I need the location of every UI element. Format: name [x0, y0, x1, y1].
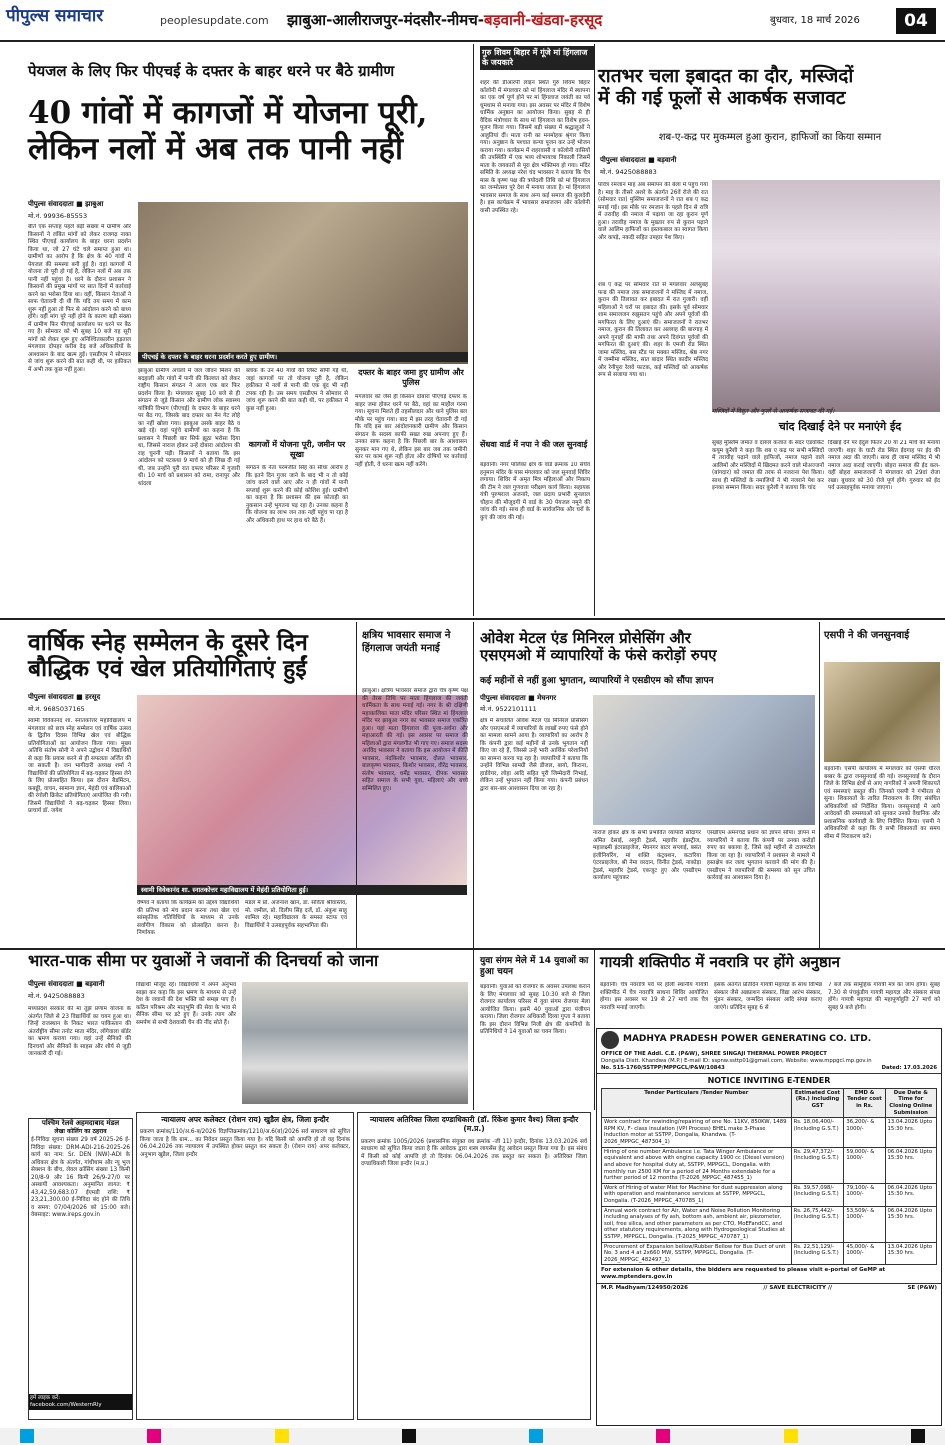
story4-photo-caption: स्वामी विवेकानंद शा. स्नातकोत्तर महाविद्यालय में मेहंदी प्रतियोगिता हुई।: [137, 885, 467, 895]
magenta-swatch: [147, 1429, 161, 1443]
story1-subhead-1: कागजों में योजना पूरी, जमीन पर सूखा: [248, 440, 346, 459]
tender-desc: Annual work contract for Air, Water and Noise Pollution Monitoring including analyses of fly ash, bottom ash, ambient air, piezometer, soil, free silica, and other parameters as per CTO, MoEFandCC, and other statutory requirements, along with Hydrogeological Studies at SSTPP, MPPGCL, Dongalia. (T-2025_MPPGC_470787_1): [602, 1206, 792, 1242]
railway-tender-subtitle: लेखा कोलिंग का ठहराव: [54, 1127, 107, 1135]
story3-mobile: मो.नं. 9425088883: [600, 168, 657, 176]
story10-body-3: 7 बजे तक सामूहिक गायत्री मंत्र का जाप होगा। सुबह 7.30 से पंचकुंडीय गायत्री महायज्ञ और संस्कार संपन्न होंगे। गायत्री महायज्ञ की महापूर्णाहुति 27 मार्च को सुबह 9 बजे होगी।: [828, 982, 940, 1011]
column-divider: [356, 622, 357, 948]
story8-headline: भारत-पाक सीमा पर युवाओं ने जवानों की दिनचर्या को जाना: [28, 951, 379, 970]
mppgcl-footer-left: M.P. Madhyam/124950/2026: [601, 1285, 688, 1292]
story3-byline: पीपुल्स संवाददाता ■ बड़वानी: [600, 156, 677, 164]
mppgcl-footer-right: SE (P&W): [907, 1285, 937, 1292]
story4-headline-line1: वार्षिक स्नेह सम्मेलन के दूसरे दिन: [28, 629, 308, 656]
story3-deck: शब-ए-कद्र पर मुकम्मल हुआ कुरान, हाफिजों का किया सम्मान: [658, 132, 882, 143]
story1-headline-line1: 40 गांवों में कागजों में योजना पूरी,: [28, 95, 428, 131]
tender-desc: Work of Hiring of water Mist for Machine for dust suppression along with operation and maintenance services at SSTPP, MPPGCL, Dongalia. (T-2026_MPPGC_470785_1): [602, 1183, 792, 1206]
tender-desc: Hiring of one number Ambulance i.e. Tata Winger Ambulance or equivalent and above with engine capacity 1900 cc (Diesel version) and above for hospital duty at, SSTPP, MPPGCL, Dongalia. with monthly run 2500 KM for a period of 24 Months extendable for a further period of 12 months (T-2026_MPPGC_487455_1): [602, 1147, 792, 1183]
tender-due: 13.04.2026 Upto 15:30 hrs.: [885, 1242, 936, 1265]
print-registration-bar: [0, 1428, 945, 1445]
story2-subhead: सेंधवा वार्ड में नपा ने की जल सुनवाई: [480, 440, 588, 449]
story4-byline: पीपुल्स संवाददाता ■ हरसूद: [28, 693, 101, 701]
court-notice-1-title: न्यायालय अपर कलेक्टर (रोशन राय) खुडैल क्षेत्र, जिला इन्दौर: [161, 1115, 329, 1124]
story1-column-3: ब्लॉक के उन 40 गांवों की लिस्ट सौंपी गई थी, जहां कागजों पर तो योजना पूरी है, लेकिन हकीकत में नलों से पानी की एक बूंद भी नहीं टपक रही है। उस समय एसडीएम ने सोमवार से जांच शुरू करने की बात कही थी, पर हकीकत में कुछ नहीं हुआ।: [246, 368, 348, 412]
story10-body-2: इसके अंतर्गत प्रतिदिन गायत्री महायज्ञ के साथ विभिन्न संस्कार जैसे अन्नप्राशन संस्कार, विद्या आरंभ संस्कार, मुंडन संस्कार, जन्मदिन संस्कार आदि संपन्न कराए जाएंगे। प्रतिदिन सुबह 6 से: [714, 982, 822, 1011]
page-number: 04: [896, 8, 936, 34]
tender-emd: 79,100/- & 1000/-: [844, 1183, 885, 1206]
tender-col-emd: EMD & Tender cost in Rs.: [844, 1088, 885, 1117]
story4-body-3: मंडल में प्रो. अजनाश खान, डॉ. सविता श्रीवास्तव, मो. जमील, प्रो. दिलीप सिंह दर्जे, डॉ. अंकुश साहू शामिल रहे। महाविद्यालय के समस्त स्टाफ एवं विद्यार्थियों ने उत्साहपूर्वक सहभागिता की।: [245, 900, 347, 929]
mppgcl-notice-title: NOTICE INVITING E-TENDER: [707, 1075, 831, 1085]
tender-due: 06.04.2026 Upto 15:30 hrs.: [885, 1147, 936, 1183]
story6-headline-line2: एसएमओ में व्यापारियों के फंसे करोड़ों रुपए: [480, 646, 717, 665]
court-notice-2-title: न्यायालय अतिरिक्त जिला दण्डाधिकारी (डॉ. रिंकेश कुमार वैश्य) जिला इन्दौर (म.प्र.): [369, 1115, 579, 1134]
mppgcl-footer-mid: // SAVE ELECTRICITY //: [763, 1285, 832, 1292]
story2-body-2: बड़वानी। नगर पालिका क्षेत्र के वार्ड क्रमांक 10 संघेव हनुमान मंदिर के पास मंगलवार को जल सुनवाई शिविर लगाया। शिविर में अमृत मित्र महिलाओं और निकाय की टीम ने जल गुणवत्ता परीक्षण कार्य किया। सहायक यंत्री पुरुषराज अजनारे, जल प्रदाय प्रभारी सुनलाल चौहान की मौजूदगी में वार्ड के 30 पेयजल नमूने की जांच की गई। साथ ही वार्ड के सार्वजनिक और घरों के कुएं की जांच की गई।: [480, 462, 590, 521]
mppgcl-address: Dongalia Distt. Khandwa (M.P.) E-mail ID: sspnw.ssttp01@gmail.com, Website: www.mppgcl.mp.gov.in: [601, 1057, 872, 1064]
column-divider: [473, 622, 474, 948]
mppgcl-org: MADHYA PRADESH POWER GENERATING CO. LTD.: [623, 1034, 872, 1045]
table-row: [602, 1183, 937, 1206]
court-notice-1: [136, 1112, 354, 1420]
table-row: [602, 1242, 937, 1265]
tender-col-due: Due Date & Time for Closing Online Submission: [885, 1088, 936, 1117]
story1-column-5: मंगलवार को जैसे ही किसान दोबारा पीएचई दफ्तर के बाहर जमा होकर धरने पर बैठे, वहां का माहौल गरमा गया। सूचना मिलते ही तहसीलदार और थाने पुलिस बल मौके पर पहुंच गया। बाद में इस तरह चेतावनी दी गई कि यदि इस बार आंदोलनकारी ग्रामीण और किसान संगठन के सदस्य काफी सख्त रुख अपनाए हुए हैं। उनका साफ कहना है कि पिछली बार के आश्वासन सुनकर मान गए थे, लेकिन इस बार जब तक जमीनी स्तर पर काम शुरू नहीं होता और दोषियों पर कार्रवाई नहीं होती, वे धरना खत्म नहीं करेंगे।: [355, 394, 467, 468]
story5-headline: क्षत्रिय भावसार समाज ने हिंगलाज जयंती मनाई: [362, 630, 451, 654]
black-swatch: [911, 1429, 925, 1443]
column-divider: [473, 44, 474, 616]
story3-body-2: शब ए कद्र पर सोमवार रात से मंगलवार अलसुबह फज्र की नमाज तक समाजजनों ने मस्जिद में नमाज, कुरान की तिलावत कर इबादत में रात गुजारी। वहीं महिलाओं ने घरों पर इबादत की। इसके पूर्व सोमवार शाम समाजजन रुझुसतन पहुंचे और अपने पूर्वजों की मगफिरत के लिए दुआएं की। समाजजनों ने रातभर नमाज, कुरान की तिलावत कर अल्लाह की बारगाह में अपने गुनाहों की माफी तथा अपने दिवंगत पूर्वजों की मगफिरत की दुआएं की। शहर के एमजी रोड स्थित जामा मस्जिद, बस स्टैंड पर मक्का मस्जिद, श्रेष्ठ नगर में जम्मीमा मस्जिद, सात बादार स्थित कादीर मस्जिद और रेनीपुरा रेलवे फाटक, कई मस्जिदों को आकर्षक रूप से सजाया गया था।: [598, 282, 708, 379]
story7-photo: [824, 662, 940, 762]
mppgcl-logo: [601, 1031, 619, 1049]
story6-byline: पीपुल्स संवाददाता ■ मेघनगर: [480, 694, 557, 702]
masthead: [0, 0, 945, 42]
story3-body-4: दिखाई देने पर ईदुल फितर 20 या 21 मार्च को मनाया जाएगी। शहर के घाटी रोड स्थित ईदगाह पर ईद की नमाज अदा की जाएगी। साथ ही जामा मस्जिद में भी नमाज अदा कराई जाएगी। बोहरा समाज की ईद कल- वहीं बोहरा समाजजनों ने मंगलवार को 29वां रोजा रखा। बुधवार को 30 रोजे पूर्ण होंगे। गुरुवार को ईद पर्व उत्साहपूर्वक मनाया जाएगा।: [828, 440, 940, 492]
region-main: झाबुआ-आलीराजपुर-मंदसौर-नीमच-: [287, 11, 485, 29]
column-divider: [594, 44, 595, 616]
story1-mobile: मो.नं. 99936-85553: [28, 212, 88, 220]
story2-kicker: गुरु शिवम बिहार में गूंजे मां हिंगलाज के जयकारे: [480, 46, 594, 70]
mppgcl-office: OFFICE OF THE Addl. C.E. (P&W), SHREE SINGAJI THERMAL POWER PROJECT: [601, 1051, 827, 1057]
story3-headline-line1: रातभर चला इबादत का दौर, मस्जिदों: [598, 65, 854, 87]
story4-mobile: मो.नं. 9685037165: [28, 705, 85, 713]
story4-body-2: वैष्णव ने बताया कि कार्यक्रम का उद्देश्य विद्यार्थियों की प्रतिभा को मंच प्रदान करना तथा खेल एवं सांस्कृतिक गतिविधियों के माध्यम से उनके सर्वांगीण विकास को प्रोत्साहित करना है। निर्णायक: [137, 900, 239, 937]
railway-tender-title: पश्चिम रेलवे अहमदाबाद मंडल: [41, 1119, 120, 1127]
tender-emd: 59,000/- & 1000/-: [844, 1147, 885, 1183]
story9-body: बड़वानी। युवाओं को रोजगार के अवसर उपलब्ध कराने के लिए मंगलवार को सुबह 10:30 बजे से जिला रोजगार कार्यालय परिसर में युवा संगम रोजगार मेला आयोजित किया। इसमें 40 युवाओं द्वारा पंजीयन कराया। जिला रोजगार अधिकारी दिव्या गुप्ता ने बताया कि इस दौरान विभिन्न निजी क्षेत्र की कंपनियों के प्रतिनिधियों ने 14 युवाओं का चयन किया।: [480, 984, 590, 1036]
story1-column-4: संगठन के नेता परमजीत सिंह का सीधा आरोप है कि इतने दिन गुजर जाने के बाद भी न तो कोई जांच करने वाले आए और न ही गांवों में पानी सप्लाई शुरू करने की कोई कोशिश हुई। ग्रामीणों का कहना है कि प्रशासन की इस कोताही का नुकसान उन्हें भुगतना पड़ रहा है। उनका कहना है कि योजना का लाभ जन तक नहीं पहुंच पा रहा है और अधिकारी हाथ पर हाथ धरे बैठे हैं।: [246, 465, 348, 524]
story8-body: मध्यप्रदेश सरकार की मां तुझे प्रणाम योजना के अंतर्गत जिले से 23 विद्यार्थियों का चयन हुआ था। जिन्हें राजस्थान के निकट भारत पाकिस्तान की अंतर्राष्ट्रीय सीमा तनोट माता मंदिर, लोंगेवाला बॉर्डर का भ्रमण कराया गया। वहां उन्हें सैनिकों की दिनचर्या और सैनिकों के साहस और शौर्य से जुड़ी जानकारी दी गई।: [28, 1006, 131, 1058]
railway-tender-body: ई-निविदा सूचना संख्या 29 वर्ष 2025-26 ई-निविदा संख्या: DRM-ADI-216-2025-26 कार्य का नाम: Sr. DEN (NW)-ADI के अधिकार क्षेत्र के अंतर्गत, गांधीधाम और न्यू भुज सेक्शन के बीच, लेवल क्रॉसिंग संख्या 13 किमी 20/8-9 और 16 किमी 26/9-27/0 पर अस्थायी आवश्यकता। अनुमानित लागत: ₹ 43,42,59,683.07 ईएमडी राशि: ₹ 23,21,300.00 ई-निविदा बंद होने की तिथि व समय: 07/04/2026 को 15:00 बजे। वेबसाइट: www.ireps.gov.in: [31, 1137, 130, 1219]
story8-body-2: विद्यार्थी मौजूद रहे। विद्यार्थियों ने अपने अनुभव साझा कर कहा कि इस भ्रमण के माध्यम से उन्हें देश के जवानों की देश भक्ति को समझ पाए हैं। कठिन परिश्रम और मातृभूमि की सेवा के भाव से सैनिक सीमा पर डटे हुए हैं। उनके त्याग और समर्पण से सभी देशवासी चैन की नींद सोते हैं।: [136, 982, 236, 1026]
column-divider: [594, 950, 595, 1110]
tender-due: 06.04.2026 Upto 15:30 hrs.: [885, 1206, 936, 1242]
tender-cost: Rs. 39,57,098/- (Including G.S.T.): [791, 1183, 844, 1206]
cyan-swatch: [529, 1429, 543, 1443]
mppgcl-tender-table: [601, 1088, 937, 1266]
tender-emd: 53,509/- & 1000/-: [844, 1206, 885, 1242]
story6-headline: [480, 630, 810, 665]
story3-subhead: चांद दिखाई देने पर मनाएंगे ईद: [778, 420, 902, 433]
tender-cost: Rs. 26,75,442/- (Including G.S.T.): [791, 1206, 844, 1242]
table-row: [602, 1147, 937, 1183]
story7-body: बड़वानी। एसपी कार्यालय में मंगलवार को एसपी धीरज बब्बर के द्वारा जनसुनवाई की गई। जनसुनवाई के दौरान जिले के विभिन्न क्षेत्रों से आए नागरिकों ने अपनी शिकायतें एवं समस्याएं प्रस्तुत कीं। जिनको एसपी ने गंभीरता से सुना। शिकायतों के त्वरित निराकरण के लिए संबंधित अधिकारियों को निर्देशित किया। जनसुनवाई में आये आवेदकों की समस्याओं को सुनकर उनको वैधानिक और प्रशासनिक कार्यवाही के लिए निर्देशित किया। एसपी ने अधिकारियों से कहा कि वे सभी शिकायतों का समय सीमा में निराकरण करें।: [824, 766, 940, 840]
railway-tender-box: [28, 1118, 133, 1420]
mppgcl-extension: For extension & other details, the bidders are requested to please visit e-portal of GeMP at www.mptenders.gov.in: [601, 1267, 886, 1281]
railway-tender-footer: हमें लाइक करें: facebook.com/WesternRly: [29, 1394, 132, 1410]
story4-headline-line2: बौद्धिक एवं खेल प्रतियोगिताएं हुईं: [28, 655, 307, 683]
story6-body-3: एसडीएम अमनचंद्रे प्रधान को ज्ञापन सौंपा। ज्ञापन में व्यापारियों ने बताया कि कंपनी पर उनका करोड़ों रुपए का बकाया है, जिसे कई महीनों से टालमटोल किया जा रहा है। व्यापारियों ने प्रशासन से मामले में हस्तक्षेप कर जल्द भुगतान करवाने की मांग की है। एसडीएम ने व्यापारियों की समस्या को सुन उचित कार्रवाई का आश्वासन दिया है।: [707, 830, 815, 882]
story6-body: क्षेत्र में संचालित ओवेश मेटल एंड मिनिरल प्रोसेसिंग और एसएमओ में व्यापारियों के लाखों रुपए फंसे होने का मामला सामने आया है। व्यापारियों का आरोप है कि कंपनी द्वारा कई महीनों से उनके भुगतान नहीं किए जा रहे हैं, जिससे उन्हें भारी आर्थिक परेशानियों का सामना करना पड़ रहा है। व्यापारियों ने बताया कि उन्होंने विभिन्न सामग्री जैसे डीजल, बायो, किराना, हार्डवेयर, लोहा आदि सहित पूरी जिम्मेदारी निभाई, लेकिन उन्हें भुगतान नहीं किया गया। कंपनी प्रबंधन द्वारा बार-बार आश्वासन दिया जा रहा है।: [480, 718, 588, 792]
tender-cost: Rs. 29,47,372/- (Including G.S.T.): [791, 1147, 844, 1183]
magenta-swatch: [656, 1429, 670, 1443]
court-notice-1-body: प्रकरण क्रमांक/110/अ.6-ब/2026 विज्ञप्तिक्रमांक/1210/अ.6(ब)/2026 सर्व साधारण को सूचित किया जाता है कि ग्राम... का निवेदन प्रस्तुत किया गया है। यदि किसी को आपत्ति हो तो वह दिनांक 06.04.2026 तक न्यायालय में उपस्थित होकर प्रस्तुत कर सकता है। (रोशन राय) अपर कलेक्टर, अनुभाग खुडैल, जिला इन्दौर: [140, 1129, 350, 1158]
cyan-swatch: [20, 1429, 34, 1443]
mppgcl-date: Dated: 17.03.2026: [881, 1065, 937, 1072]
yellow-swatch: [784, 1429, 798, 1443]
story3-photo-caption: मस्जिदों में विद्युत और फूलों से आकर्षक सजावट की गई।: [712, 408, 835, 415]
story6-mobile: मो.नं. 9522101111: [480, 705, 537, 713]
story4-body: स्वामी विवेकानंद शा. स्नातकोत्तर महाविद्यालय में मंगलवार को छात्र स्नेह सम्मेलन एवं वार्षिक उत्सव के द्वितीय दिवस विभिन्न खेल एवं बौद्धिक प्रतियोगिताओं का आयोजन किया गया। मुख्य अतिथि संतोष सोनी ने अपने उद्बोधन में विद्यार्थियों से कहा कि प्रयास करने से ही सफलता अर्जित की जा सकती है। जन भागीदारी अध्यक्ष शर्मा ने विद्यार्थियों की प्रतियोगिता में बढ़-चढ़कर हिस्सा लेने के लिए प्रोत्साहित किया। इस दौरान बैडमिंटन, कबड्डी, वाचन, सामान्य ज्ञान, मेहंदी एवं बालिकाओं की रंगोली क्रिकेट प्रतियोगिताएं आयोजित की गयी। जिसमें विद्यार्थियों ने बढ़-चढ़कर हिस्सा लिया। प्राचार्य डॉ. जयेश: [28, 718, 131, 815]
tender-emd: 45,000/- & 1000/-: [844, 1242, 885, 1265]
column-divider: [819, 622, 820, 948]
story6-headline-line1: ओवेश मेटल एंड मिनिरल प्रोसेसिंग और: [480, 629, 691, 647]
story10-body: बड़वानी। चैत्र नवरात्रि पर्व पर होली स्थानीय गायत्री शक्तिपीठ में चैत्र नवरात्रि साधना शिविर आयोजित होगा। इस अवसर पर 19 से 27 मार्च तक चैत्र नवरात्रि मनाई जाएगी।: [600, 982, 708, 1011]
story1-headline-line2: लेकिन नलों में अब तक पानी नहीं: [28, 130, 404, 167]
story1-byline: पीपुल्स संवाददाता ■ झाबुआ: [28, 200, 104, 208]
table-row: [602, 1118, 937, 1147]
tender-emd: 36,200/- & 1000/-: [844, 1118, 885, 1147]
logo-text: पीपुल्स समाचार: [6, 6, 104, 26]
tender-col-particulars: Tender Particulars /Tender Number: [602, 1088, 792, 1117]
story1-column-2: झाबुआ ग्रामीण अंचलों में जल जीवन मिशन की बदहाली और गांवों में पानी की किल्लत को लेकर राष्ट्रीय किसान संगठन ने आज एक बार फिर प्रदर्शन किया है। मंगलवार सुबह 10 बजे से ही संगठन से जुड़े किसान और ग्रामीण लोक स्वास्थ्य यांत्रिकी विभाग (पीएचई) के दफ्तर के बाहर धरने पर बैठ गए, जिसके बाद दफ्तर का मेन गेट लोहे का नहीं खोला गया। झाबुआ उसके बाहर बैठे व खड़े रहे। वहां पहुंचे ग्रामीणों का कहना है कि प्रशासन ने पिछली बार सिर्फ झूठा भरोसा दिया था, जिससे नाराज होकर उन्हें दोबारा आंदोलन की राह चुननी पड़ी। किसानों ने बताया कि इस आंदोलन को पटकथा 9 मार्च को ही लिख दी गई थी, जब उन्होंने पूरी रात दफ्तर परिसर में गुजारी थी। 10 मार्च को प्रशासन को रामा, रानापुर और थांदला: [138, 368, 240, 487]
story6-body-2: नाराज होकर क्षेत्र के सभी प्रभावित व्यापारी सौदागर अमित देसाई, अगुवी ट्रेडर्स, महावीर इंडस्ट्रीज, महालक्ष्मी इंटरप्राइजेज, मेघनगर बाटर सप्लाई, बसंत इंजीनियरिंग, मां शक्ति कंट्रक्शन, कटारिया एंटरप्राइजेज, श्री नेमा वरदान, विनीत ट्रेडर्स, नाकोड़ा ट्रेडर्स, महावीर ट्रेडर्स, एकजुट हुए और एसडीएम कार्यालय पहुंचकर: [593, 830, 701, 882]
tender-desc: Procurement of Expansion bellow/Rubber Bellow for Bus Duct of unit No. 3 and 4 at 2x660 MW, SSTPP, MPPGCL, Dongalia. (T-2026_MPPGC_482497_1): [602, 1242, 792, 1265]
tender-table-header: [602, 1088, 937, 1117]
region-highlight: बड़वानी-खंडवा-हरसूद: [484, 11, 603, 29]
story9-headline: युवा संगम मेले में 14 युवाओं का हुआ चयन: [480, 956, 589, 978]
story6-photo: [593, 695, 815, 825]
region-title: [287, 11, 602, 30]
story6-deck: कई महीनों से नहीं हुआ भुगतान, व्यापारियों ने एसडीएम को सौंपा ज्ञापन: [480, 676, 714, 686]
mppgcl-ref: No. 515-1760/SSTPP/MPPGCL/P&W/10843: [601, 1065, 725, 1072]
tender-col-cost: Estimated Cost (Rs.) including GST: [791, 1088, 844, 1117]
court-notice-2: [357, 1112, 591, 1420]
story3-photo: [712, 180, 940, 412]
logo: [6, 6, 154, 34]
story8-mobile: मो.नं. 9425088883: [28, 992, 85, 1000]
story3-body-3: सुबह मुस्लिम जमात व दारुल कजात के सदर एडवोकेट कयूम कुरैशी ने कहा कि शब ए कद्र पर सभी मस्जिदों में तरावीह पढ़ाने वाले हाफिजों, नमाज पढ़ाने वाले आलिमों और मस्जिदों में खिदमत करने वाले मोअज्जनों (बांगदार) को जमात की तरफ से नजराना पेश किया। साथ ही मस्जिदों के नमाजियों ने भी नजराने पेश कर इनका सम्मान किया। सदर कुरैशी ने बताया कि चांद: [712, 440, 824, 492]
story10-headline: गायत्री शक्तिपीठ में नवरात्रि पर होंगे अनुष्ठान: [600, 953, 840, 971]
story1-kicker: पेयजल के लिए फिर पीएचई के दफ्तर के बाहर धरने पर बैठे ग्रामीण: [28, 62, 395, 80]
story3-headline: [598, 66, 940, 110]
tender-due: 13.04.2026 Upto 15:30 hrs.: [885, 1118, 936, 1147]
story2-body: शहर की डीआरपी लाइन स्थित गुरु शिवम बिहार कॉलोनी में मंगलवार को मां हिंगलाज मंदिर में स्थापना का एक वर्ष पूर्ण होने पर मां हिंगलाज जयंती का पर्व धूमधाम से मनाया गया। इस अवसर पर मंदिर में विशेष धार्मिक अनुष्ठान का आयोजन किया। सुबह से ही वैदिक मंत्रोच्चार के साथ मां हिंगलाज का विशेष हवन-पूजन किया गया। जिसमें बड़ी संख्या में श्रद्धालुओं ने आहुतियां दीं। माता रानी का मनमोहक श्रृंगार किया गया। अनुष्ठान के पश्चात कन्या पूजन कर उन्हें भोजन कराया गया। कार्यक्रम में शहरवासी व कॉलोनी वासियों की उपस्थिति में एक भव्य शोभायात्रा निकाली जिसमें माता के जयकारों से पूरा क्षेत्र भक्तिमय हो गया। मंदिर समिति के अध्यक्ष नरेश चंद भावसार ने बताया कि चैत्र मास के कृष्ण पक्ष की त्रयोदशी तिथि को मां हिंगलाज का जन्मोत्सव पूरे देश में मनाया जाता है। मां हिंगलाज भावसार समाज के साथ अन्य कई समाज की कुलदेवी है। इस कार्यक्रम में भावसार समाजजन और कॉलोनी वासी उपस्थित रहे।: [480, 80, 590, 214]
column-divider: [473, 950, 474, 1110]
story8-photo: [242, 982, 468, 1104]
tender-due: 06.04.2026 Upto 15:30 hrs.: [885, 1183, 936, 1206]
story1-photo: [138, 202, 468, 364]
court-notice-2-body: प्रकरण क्रमांक 1005/2026 (प्रशासनिक संयुक्त वध क्रमांक -जी 11) इन्दौर, दिनांक 13.03.2026 सर्व साधारण को सूचित किया जाता है कि आवेदक द्वारा शस्त्र लायसेंस हेतु आवेदन प्रस्तुत किया गया है। इस संबंध में किसी को कोई आपत्ति हो तो दिनांक 06.04.2026 तक प्रस्तुत कर सकता है। अतिरिक्त जिला दण्डाधिकारी जिला इन्दौर (म.प्र.): [361, 1138, 587, 1168]
tender-desc: Work contract for rewinding/repairing of one No. 11KV, 850KW, 1489 RPM KV, F- class insulation (VPI Process) BHEL make 3-Phase Induction motor at SSTPP, Dongalia, Khandwa. (T-2026_MPPGC_487304_1): [602, 1118, 792, 1147]
yellow-swatch: [275, 1429, 289, 1443]
story3-body: पवित्र रमजान माह अब समापन की बेला में पहुंच गया है। माह के तीसरे अशरे के अंतर्गत 26वें रोजे की रात (सोमवार रात) मुस्लिम समाजजनों ने रात शब ए कद्र मनाई गई। इस मौके पर रमजान के पहले दिन से रात्रि में तरावीह की नमाज में पढ़ाया जा रहा कुरान पूर्ण हुआ। तरावीह नमाज के मुख्तार रुप से कुरान पढ़ाने वाले आलिम हाफिजों का इस्तकबाल का स्वागत किया और कपड़े, नकदी सहित उपहार पेश किए।: [598, 182, 708, 241]
mppgcl-tender-box: [596, 1028, 942, 1426]
tender-cost: Rs. 22,51,129/- (Including G.S.T.): [791, 1242, 844, 1265]
tender-cost: Rs. 18,06,400/- (Including G.S.T.): [791, 1118, 844, 1147]
story3-headline-line2: में की गई फूलों से आकर्षक सजावट: [598, 86, 846, 109]
story5-body: झाबुआ। क्षत्रिय भावसार समाज द्वारा चैत्र कृष्ण पक्ष की तेरस तिथि पर माता हिंगलाज की जयंती धार्मिकता के साथ मनाई गई। नगर के श्री दक्षिणी महाकालिका माता मंदिर परिसर स्थित मां हिंगलाज मंदिर पर झाबुआ नगर का भावसार समाज एकत्रित हुआ। यहां माता हिंगलाज की पूजा-अर्चना और महाआरती की गई। इस अवसर पर समाज की महिलाओं द्वारा मंगलगीत भी गाए गए। समाज सदस्य अरविंद भावसार ने बताया कि इस आयोजन में कीर्ति भावसार, नंदकिशोर भावसार, दौलत भावसार, बालकृष्ण भावसार, किशोर भावसार, वीरेंद्र भावसार, संतोष भावसार, धर्मेंद्र भावसार, दीपक भावसार सहित समाज के सभी युवा, महिलाएं और बच्चे सम्मिलित हुए।: [362, 688, 468, 792]
table-row: [602, 1206, 937, 1242]
story1-subhead-2: दफ्तर के बाहर जमा हुए ग्रामीण और पुलिस: [358, 368, 464, 387]
story7-headline: एसपी ने की जनसुनवाई: [824, 630, 910, 641]
story1-photo-caption: पीएचई के दफ्तर के बाहर धरना प्रदर्शन करते हुए ग्रामीण।: [138, 352, 468, 362]
website-url: peoplesupdate.com: [160, 14, 269, 27]
story1-headline: [28, 96, 468, 167]
black-swatch: [402, 1429, 416, 1443]
story8-byline: पीपुल्स संवाददाता ■ बड़वानी: [28, 980, 105, 988]
story1-column-1: बीते एक सप्ताह पहले बड़ी संख्या में ग्रामीण और किसानों ने लंबित मांगों को लेकर राजगढ़ नाका स्थित पीएचई कार्यालय के बाहर धरना प्रदर्शन किया था, जो 27 घंटे चले समाप्त हुआ था। ग्रामीणों का आरोप है कि क्षेत्र के 40 गांवों में पेयजल की समस्या बनी हुई है। वहां कागजों में योजना तो पूरी हो गई है, लेकिन नलों में अब तक पानी नहीं पहुंचा है। धरने के दौरान प्रशासन ने किसानों की प्रमुख मांगों पर सात दिनों में कार्रवाई करने का भरोसा दिया था। वहीं, किसान नेताओं ने साफ चेतावनी दी थी कि यदि तय समय में काम शुरू नहीं हुआ तो फिर से आंदोलन करने को बाध्य होंगे। वहीं मांग पूरे नहीं होने के कारण बड़ी संख्या में ग्रामीण फिर पीएचई कार्यालय पर धरने पर बैठ गए हैं। सोमवार को भी सुबह 10 बजे यह सूरी मांगों को लेकर शुरू हुए अनिश्चितकालीन हड़ताल मंगलवार दोपहर करीब देढ़ बजे अधिकारियों के आश्वासन के बाद खत्म हुई। एसडीएम ने सोमवार से जांच शुरू करने की बात कही थी, पर हकीकत में अभी तक कुछ नहीं हुआ।: [28, 224, 131, 373]
issue-date: बुधवार, 18 मार्च 2026: [770, 15, 860, 26]
section-divider: [0, 618, 945, 620]
